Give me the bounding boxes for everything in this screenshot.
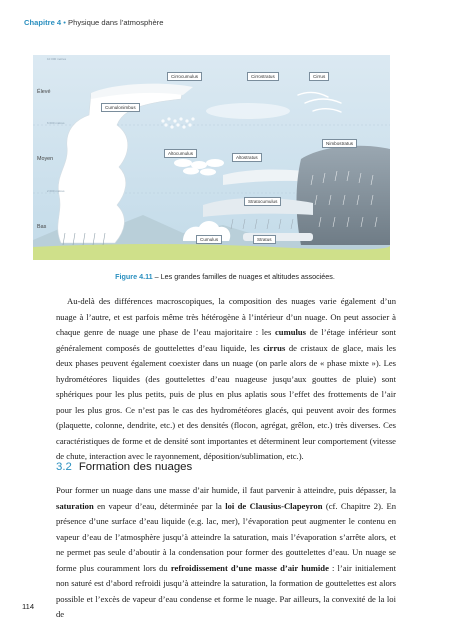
chapter-title: Physique dans l’atmosphère bbox=[68, 18, 164, 27]
label-altostratus: Altostratus bbox=[232, 153, 262, 162]
label-altocumulus: Altocumulus bbox=[164, 149, 197, 158]
label-cirrostratus: Cirrostratus bbox=[247, 72, 279, 81]
cloud-illustration bbox=[33, 55, 390, 260]
section-number: 3.2 bbox=[56, 461, 72, 473]
paragraph-formation bbox=[56, 483, 396, 623]
nimbostratus-shape bbox=[297, 146, 391, 245]
section-title: Formation des nuages bbox=[78, 461, 193, 473]
para2-text-3: (cf. Chapitre 2). En présence d’une surface d’eau liquide (e.g. lac, mer), l’évaporation peut augmenter le contenu en vapeur d’eau de l’atmosphère jusqu’à atteindre la saturation, mais l’évaporation s’arrête alors, et ne permet pas seule d’aboutir à la condensation pour former des gouttelettes d’eau. Un nuage se forme plus couramment lors du bbox=[56, 500, 396, 573]
section-heading bbox=[56, 461, 192, 473]
chapter-label: Chapitre 4 bbox=[24, 18, 62, 27]
level-high-label: Élevé bbox=[37, 89, 51, 95]
label-cumulus: Cumulus bbox=[196, 235, 222, 244]
para2-text-2: en vapeur d’eau, déterminée par la bbox=[93, 500, 226, 511]
running-header bbox=[24, 18, 163, 27]
altitude-top: 10 000 mètres bbox=[47, 57, 67, 61]
para1-text-3: de cristaux de glace, mais les deux phases peuvent également coexister dans un nuage (on parle alors de « phase mixte »). Les hydrométéores liquides (des gouttelettes d’eau nuageuse jusqu’aux gouttes de pluie) sont sphériques pour les plus petits, puis de plus en plus aplatis sous l’effet des frottements de l’air pour les plus gros. Ce n’est pas le cas des hydrométéores glacés, qui peuvent avoir des formes (plaquette, colonne, dendrite, etc.) et des densités (flocon, agrégat, grêlon, etc.) très diverses. Ces caractéristiques de forme et de densité sont importantes et déterminent leur comportement (vitesse de chute, interaction avec le rayonnement, déposition/sublimation, etc.). bbox=[56, 342, 397, 462]
para1-text-2: de l’étage inférieur sont généralement composés de gouttelettes d’eau liquide, les bbox=[56, 327, 396, 353]
paragraph-phases bbox=[56, 294, 396, 465]
label-cirrus: Cirrus bbox=[309, 72, 329, 81]
label-cumulonimbus: Cumulonimbus bbox=[101, 103, 140, 112]
header-separator: • bbox=[61, 18, 69, 27]
altitude-low: 2 000 mètres bbox=[47, 189, 65, 193]
altitude-mid: 6 000 mètres bbox=[47, 121, 65, 125]
caption-text: Les grandes familles de nuages et altitudes associées. bbox=[160, 272, 335, 281]
para1-text-1: Au-delà des différences macroscopiques, la composition des nuages varie également d’un nuage à l’autre, et est parfois même très hétérogène à l’intérieur d’un nuage. On peut associer à chaque genre de nuage une phase de l’eau majoritaire : les bbox=[56, 296, 396, 338]
para2-text-4: : l’air initialement non saturé est d’abord refroidi jusqu’à atteindre la saturation, la formation de gouttelettes est alors possible et l’excès de vapeur d’eau condense et forme le nuage. Par ailleurs, la convexité de la loi de bbox=[56, 562, 396, 620]
label-stratocumulus: Stratocumulus bbox=[244, 197, 281, 206]
caption-dash: – bbox=[152, 272, 161, 281]
para1-bold-cumulus: cumulus bbox=[274, 327, 307, 338]
para2-bold-clausius: loi de Clausius-Clapeyron bbox=[225, 500, 323, 511]
cloud-families-figure bbox=[33, 55, 390, 260]
page-number: 114 bbox=[22, 602, 35, 611]
label-nimbostratus: Nimbostratus bbox=[322, 139, 357, 148]
para2-bold-saturation: saturation bbox=[56, 500, 94, 511]
level-low-label: Bas bbox=[37, 224, 47, 230]
para2-bold-refroidissement: refroidissement d’une masse d’air humide bbox=[170, 562, 329, 573]
figure-caption bbox=[0, 272, 450, 281]
figure-number: Figure 4.11 bbox=[115, 272, 153, 281]
level-mid-label: Moyen bbox=[37, 156, 54, 162]
label-stratus: Stratus bbox=[253, 235, 276, 244]
para1-bold-cirrus: cirrus bbox=[263, 342, 286, 353]
cirrostratus-veil bbox=[206, 103, 290, 119]
para2-text-1: Pour former un nuage dans une masse d’air humide, il faut parvenir à atteindre, puis dépasser, la bbox=[56, 485, 396, 495]
label-cirrocumulus: Cirrocumulus bbox=[167, 72, 202, 81]
